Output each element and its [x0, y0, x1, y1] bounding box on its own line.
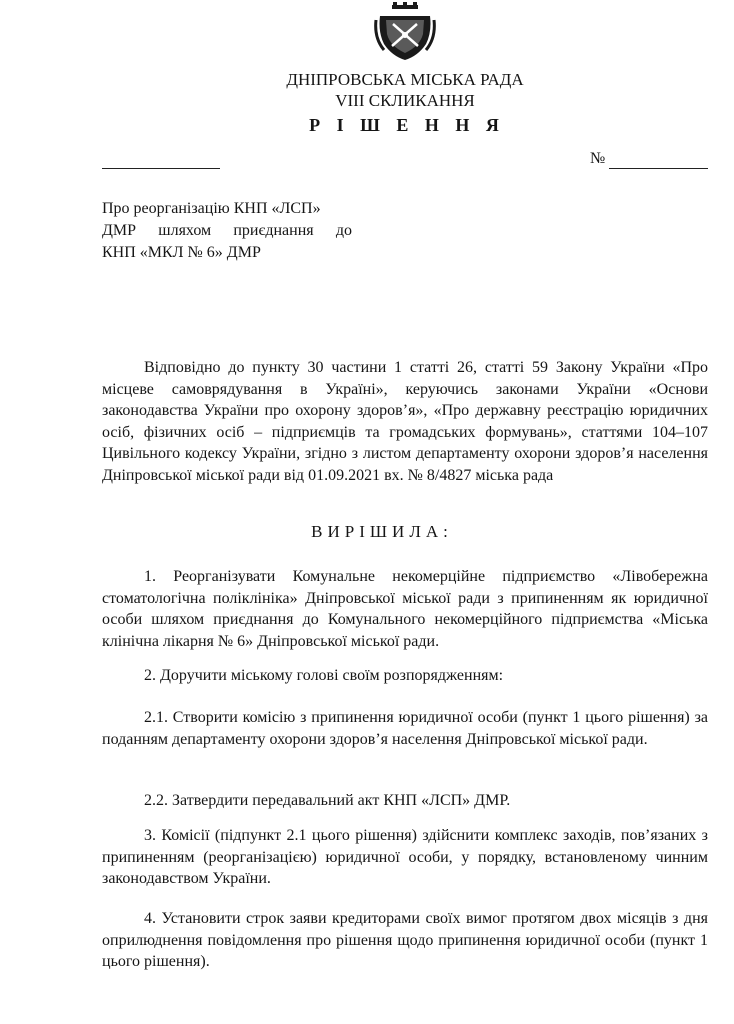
decision-item-3: 3. Комісії (підпункт 2.1 цього рішення) здійснити комплекс заходів, пов’язаних з припиненням (реорганізацією) юридичної особи, у порядку, встановленому чинним законодавством України.: [102, 827, 708, 887]
document-type-heading: Р І Ш Е Н Н Я: [309, 115, 505, 135]
preamble-paragraph: Відповідно до пункту 30 частини 1 статті 26, статті 59 Закону України «Про місцеве самоврядування в Україні», керуючись законами України «Основи законодавства України про охорону здоров’я», «Про державну реєстрацію юридичних осіб, фізичних осіб – підприємців та громадських формувань», статтями 104–107 Цивільного кодексу України, згідно з листом департаменту охорони здоров’я населення Дніпровської міської ради від 01.09.2021 вх. № 8/4827 міська рада: [102, 359, 708, 484]
number-blank-line: [609, 168, 708, 169]
number-label: №: [590, 150, 606, 167]
decision-item-1: 1. Реорганізувати Комунальне некомерційне підприємство «Лівобережна стоматологічна поліклініка» Дніпровської міської ради з припиненням як юридичної особи шляхом приєднання до Комунального некомерційного підприємства «Міська клінічна лікарня № 6» Дніпровської міської ради.: [102, 568, 708, 650]
decision-item-4: 4. Установити строк заяви кредиторами своїх вимог протягом двох місяців з дня оприлюднення повідомлення про рішення щодо припинення юридичної особи (пункт 1 цього рішення).: [102, 910, 708, 970]
decision-item-2: 2. Доручити міському голові своїм розпорядженням:: [144, 667, 504, 684]
decision-item-2-2: 2.2. Затвердити передавальний акт КНП «ЛСП» ДМР.: [144, 792, 511, 809]
subject-line: Про реорганізацію КНП «ЛСП»: [102, 200, 321, 217]
decision-subject: [102, 198, 352, 264]
decision-item-2-1: 2.1. Створити комісію з припинення юридичної особи (пункт 1 цього рішення) за поданням департаменту охорони здоров’я населення Дніпровської міської ради.: [102, 709, 708, 748]
subject-line: ДМР шляхом приєднання до: [102, 222, 352, 239]
council-name: ДНІПРОВСЬКА МІСЬКА РАДА: [286, 70, 524, 89]
convocation: VIII СКЛИКАННЯ: [335, 91, 475, 110]
coat-of-arms-emblem: [374, 2, 436, 62]
date-blank-line: [102, 168, 220, 169]
decided-heading: ВИРІШИЛА:: [311, 522, 453, 541]
subject-line: КНП «МКЛ № 6» ДМР: [102, 244, 261, 261]
